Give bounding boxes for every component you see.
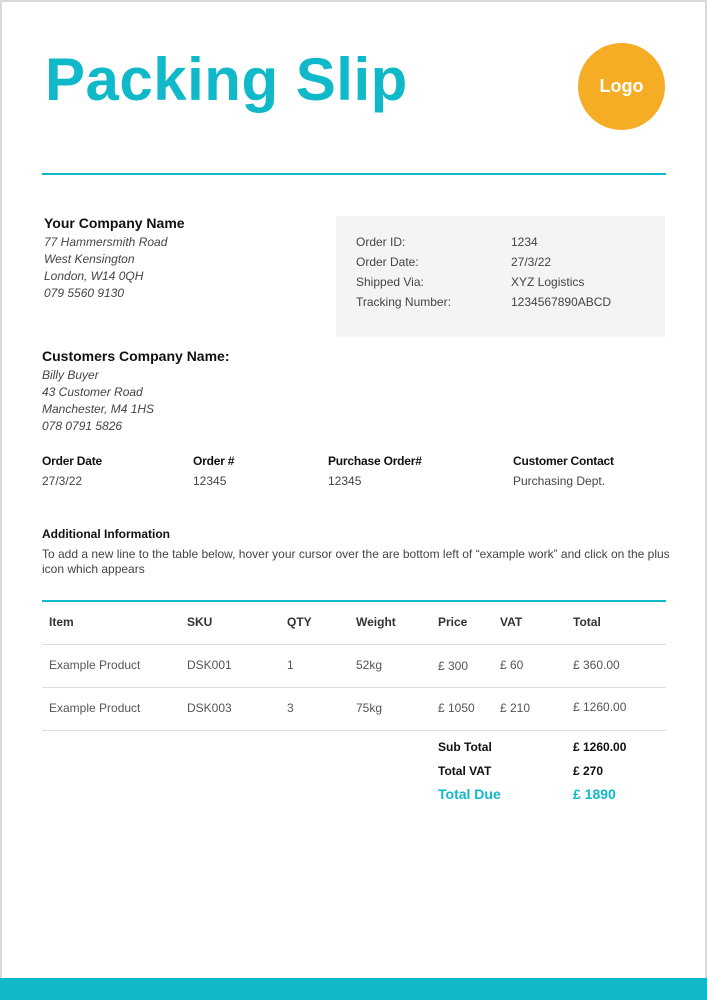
customer-address-line: Manchester, M4 1HS: [42, 402, 155, 416]
row1-price: £ 300: [438, 659, 469, 673]
sender-address-line: West Kensington: [44, 252, 135, 266]
meta-header-order-number: Order #: [193, 454, 235, 468]
meta-value-order-date: 27/3/22: [42, 474, 83, 488]
additional-info-text: To add a new line to the table below, hover your cursor over the are bottom left of “example work” and click on the plus icon which appears: [42, 547, 670, 576]
shipped-via-value: XYZ Logistics: [511, 275, 585, 289]
order-details-box: [336, 216, 665, 337]
meta-header-purchase-order: Purchase Order#: [328, 454, 422, 468]
shipped-via-label: Shipped Via:: [356, 275, 424, 289]
order-id-label: Order ID:: [356, 235, 406, 249]
row1-sku: DSK001: [187, 658, 232, 672]
page-title: Packing Slip: [45, 46, 408, 113]
tracking-number-value: 1234567890ABCD: [511, 295, 612, 309]
total-vat-label: Total VAT: [438, 764, 492, 778]
table-row-divider: [42, 730, 666, 731]
row2-sku: DSK003: [187, 701, 232, 715]
customer-heading: Customers Company Name:: [42, 348, 230, 364]
customer-contact-name: Billy Buyer: [42, 368, 99, 382]
sender-company-name: Your Company Name: [44, 215, 185, 231]
row2-total: £ 1260.00: [573, 700, 627, 714]
sender-company-block: [44, 215, 324, 302]
meta-header-order-date: Order Date: [42, 454, 103, 468]
sender-phone: 079 5560 9130: [44, 286, 125, 300]
meta-value-order-number: 12345: [193, 474, 227, 488]
row1-qty: 1: [287, 658, 294, 672]
header-divider: [42, 173, 666, 175]
table-row-divider: [42, 687, 666, 688]
col-header-qty: QTY: [287, 615, 312, 629]
row1-vat: £ 60: [500, 658, 524, 672]
subtotal-label: Sub Total: [438, 740, 492, 754]
order-date-value: 27/3/22: [511, 255, 552, 269]
row2-qty: 3: [287, 701, 294, 715]
customer-address-line: 43 Customer Road: [42, 385, 143, 399]
row2-item: Example Product: [49, 701, 141, 715]
company-logo: Logo: [578, 43, 665, 130]
col-header-item: Item: [49, 615, 74, 629]
col-header-sku: SKU: [187, 615, 213, 629]
sender-address-line: 77 Hammersmith Road: [44, 235, 168, 249]
sender-address-line: London, W14 0QH: [44, 269, 144, 283]
col-header-price: Price: [438, 615, 468, 629]
order-date-label: Order Date:: [356, 255, 419, 269]
total-vat-value: £ 270: [573, 764, 604, 778]
row2-price: £ 1050: [438, 701, 475, 715]
total-due-value: £ 1890: [573, 786, 616, 802]
subtotal-value: £ 1260.00: [573, 740, 627, 754]
row2-weight: 75kg: [356, 701, 383, 715]
order-id-value: 1234: [511, 235, 538, 249]
table-row-divider: [42, 644, 666, 645]
customer-phone: 078 0791 5826: [42, 419, 123, 433]
footer-bar: [0, 978, 707, 1000]
col-header-weight: Weight: [356, 615, 396, 629]
row2-vat: £ 210: [500, 701, 531, 715]
col-header-total: Total: [573, 615, 601, 629]
additional-info-title: Additional Information: [42, 527, 170, 541]
meta-value-purchase-order: 12345: [328, 474, 362, 488]
tracking-number-label: Tracking Number:: [356, 295, 451, 309]
row1-item: Example Product: [49, 658, 141, 672]
row1-total: £ 360.00: [573, 658, 620, 672]
customer-block: [42, 348, 342, 435]
meta-value-customer-contact: Purchasing Dept.: [513, 474, 606, 488]
table-top-divider: [42, 600, 666, 602]
total-due-label: Total Due: [438, 786, 501, 802]
row1-weight: 52kg: [356, 658, 383, 672]
meta-header-customer-contact: Customer Contact: [513, 454, 614, 468]
col-header-vat: VAT: [500, 615, 523, 629]
